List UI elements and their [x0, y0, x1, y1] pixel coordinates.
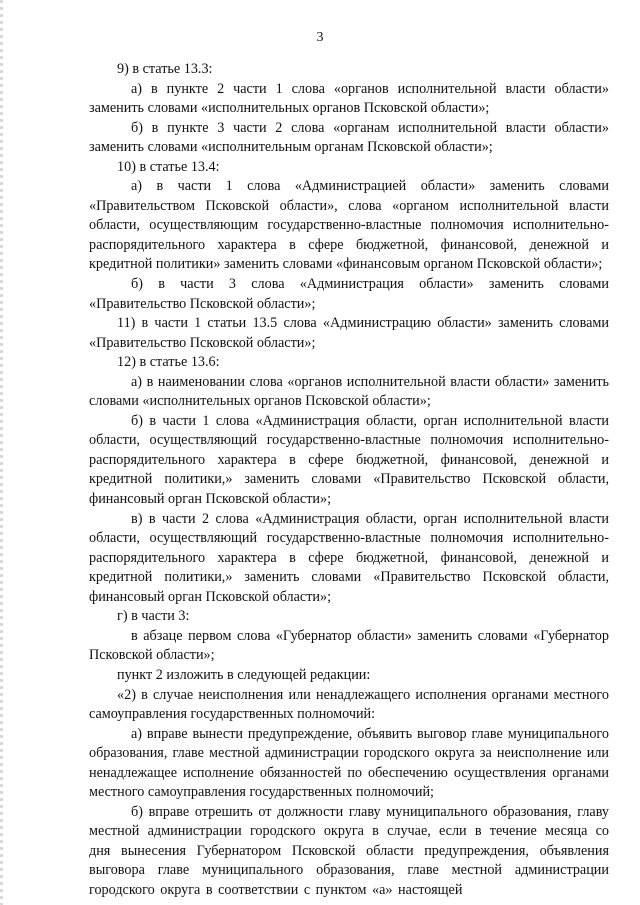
paragraph: г) в части 3: — [117, 608, 190, 625]
scan-edge-artifact — [0, 0, 3, 905]
paragraph: 11) в части 1 статьи 13.5 слова «Администрацию области» заменить словами «Правительство Псковской области»; — [89, 315, 609, 351]
paragraph: в) в части 2 слова «Администрация области, орган исполнительной власти области, осуществляющий государственно-властные полномочия исполнительно-распорядительного характера в сфере бюджетной, финансовой, денежной и кредитной политики,» заменить словами «Правительство Псковской области, финансовый орган Псковской области»; — [89, 510, 609, 605]
paragraph: 10) в статье 13.4: — [117, 158, 220, 175]
paragraph: а) в пункте 2 части 1 слова «органов исполнительной власти области» заменить словами «исполнительных органов Псковской области»; — [89, 80, 609, 117]
paragraph: в абзаце первом слова «Губернатор области» заменить словами «Губернатор Псковской области»; — [89, 627, 609, 664]
paragraph: б) в части 3 слова «Администрация области» заменить словами «Правительство Псковской области»; — [89, 276, 609, 312]
paragraph: б) в пункте 3 части 2 слова «органам исполнительной власти области» заменить словами «исполнительным органам Псковской области»; — [89, 119, 609, 156]
paragraph: пункт 2 изложить в следующей редакции: — [117, 666, 371, 683]
paragraph: а) в части 1 слова «Администрацией области» заменить словами «Правительством Псковской области», слова «органом исполнительной власти области, осуществляющим государственно-властные полномочия исполнительно-распорядительного характера в сфере бюджетной, финансовой, денежной и кредитной политики» заменить словами «финансовым органом Псковской области»; — [89, 178, 609, 273]
paragraph: б) вправе отрешить от должности главу муниципального образования, главу местной администрации городского округа в случае, если в течение месяца со дня вынесения Губернатором Псковской области предупреждения, объявления выговора главе муниципального образования, главе местной администрации городского округа в соответствии с пунктом «а» настоящей — [89, 803, 609, 898]
page-number: 3 — [316, 30, 324, 45]
paragraph: 9) в статье 13.3: — [117, 61, 213, 77]
document-body — [89, 60, 609, 901]
paragraph: а) вправе вынести предупреждение, объявить выговор главе муниципального образования, главе местной администрации городского округа за неисполнение или ненадлежащее исполнение обязанностей по обеспечению осуществления органами местного самоуправления государственных полномочий; — [89, 725, 609, 801]
paragraph: б) в части 1 слова «Администрация области, орган исполнительной власти области, осуществляющий государственно-властные полномочия исполнительно-распорядительного характера в сфере бюджетной, финансовой, денежной и кредитной политики,» заменить словами «Правительство Псковской области, финансовый орган Псковской области»; — [89, 412, 609, 508]
paragraph: а) в наименовании слова «органов исполнительной власти области» заменить словами «исполнительных органов Псковской области»; — [89, 373, 609, 410]
paragraph: 12) в статье 13.6: — [117, 354, 220, 371]
paragraph: «2) в случае неисполнения или ненадлежащего исполнения органами местного самоуправления государственных полномочий: — [89, 686, 609, 723]
